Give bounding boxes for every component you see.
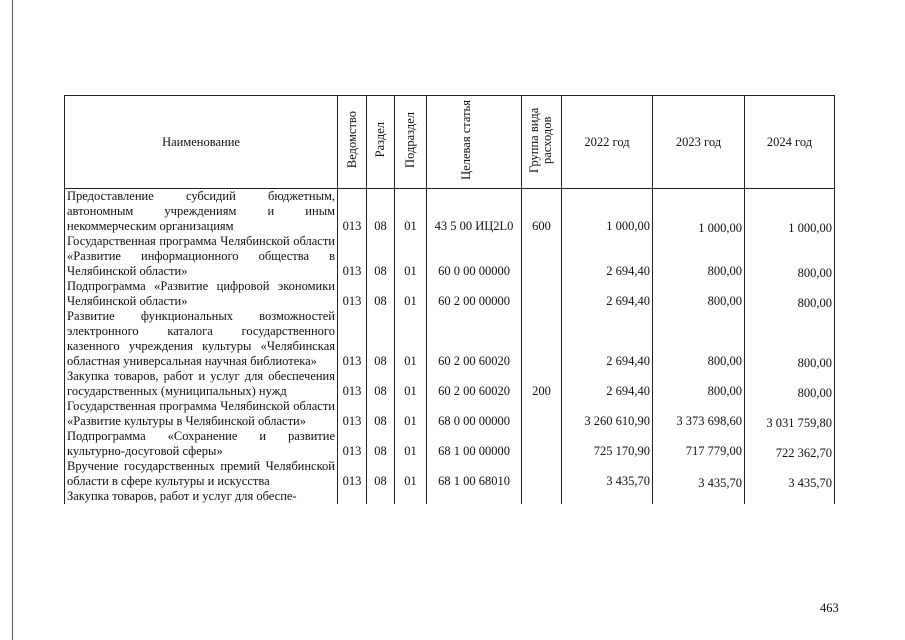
row-value-2023: 3 435,70 — [653, 459, 745, 489]
header-year-2022: 2022 год — [562, 96, 653, 189]
table-row — [65, 369, 835, 399]
row-razdel: 08 — [367, 309, 395, 369]
row-value-2022: 2 694,40 — [562, 309, 653, 369]
row-value-2022: 725 170,90 — [562, 429, 653, 459]
row-value-2023: 3 373 698,60 — [653, 399, 745, 429]
row-name: Предоставление субсидий бюджетным, автономным учреждениям и иным некоммерческим организациям — [65, 189, 338, 235]
row-podrazdel — [395, 489, 427, 504]
row-value-2022: 1 000,00 — [562, 189, 653, 235]
row-value-2023 — [653, 489, 745, 504]
row-name: Государственная программа Челябинской области «Развитие культуры в Челябинской области» — [65, 399, 338, 429]
row-value-2024: 800,00 — [745, 234, 835, 279]
row-value-2024: 3 031 759,80 — [745, 399, 835, 429]
row-podrazdel: 01 — [395, 459, 427, 489]
row-value-2024: 1 000,00 — [745, 189, 835, 235]
row-name: Государственная программа Челябинской области «Развитие информационного общества в Челябинской области» — [65, 234, 338, 279]
table-row — [65, 189, 835, 235]
row-vedomstvo: 013 — [338, 369, 367, 399]
header-name: Наименование — [65, 96, 338, 189]
row-razdel: 08 — [367, 189, 395, 235]
row-podrazdel: 01 — [395, 189, 427, 235]
row-razdel: 08 — [367, 459, 395, 489]
row-value-2024: 800,00 — [745, 279, 835, 309]
header-vedomstvo: Ведомство — [338, 96, 367, 189]
row-value-2024: 3 435,70 — [745, 459, 835, 489]
row-razdel: 08 — [367, 234, 395, 279]
row-name: Вручение государственных премий Челябинской области в сфере культуры и искусства — [65, 459, 338, 489]
row-vedomstvo: 013 — [338, 429, 367, 459]
row-podrazdel: 01 — [395, 309, 427, 369]
row-razdel — [367, 489, 395, 504]
row-gruppa-vida: 600 — [522, 189, 562, 235]
row-name: Закупка товаров, работ и услуг для обеспе- — [65, 489, 338, 504]
header-tselevaya-statya: Целевая статья — [427, 96, 522, 189]
row-razdel: 08 — [367, 369, 395, 399]
row-value-2024: 800,00 — [745, 369, 835, 399]
table-row — [65, 429, 835, 459]
row-razdel: 08 — [367, 399, 395, 429]
row-gruppa-vida — [522, 459, 562, 489]
row-tselevaya-statya: 60 0 00 00000 — [427, 234, 522, 279]
row-value-2023: 717 779,00 — [653, 429, 745, 459]
row-name: Подпрограмма «Сохранение и развитие культурно-досуговой сферы» — [65, 429, 338, 459]
header-year-2024: 2024 год — [745, 96, 835, 189]
budget-expenditure-table — [64, 95, 835, 504]
row-gruppa-vida — [522, 279, 562, 309]
row-vedomstvo: 013 — [338, 309, 367, 369]
row-tselevaya-statya: 68 1 00 00000 — [427, 429, 522, 459]
table-row — [65, 399, 835, 429]
row-value-2022: 3 435,70 — [562, 459, 653, 489]
row-gruppa-vida — [522, 309, 562, 369]
row-value-2023: 1 000,00 — [653, 189, 745, 235]
row-tselevaya-statya: 68 1 00 68010 — [427, 459, 522, 489]
row-podrazdel: 01 — [395, 279, 427, 309]
row-value-2023: 800,00 — [653, 279, 745, 309]
row-name: Подпрограмма «Развитие цифровой экономики Челябинской области» — [65, 279, 338, 309]
row-podrazdel: 01 — [395, 369, 427, 399]
row-podrazdel: 01 — [395, 399, 427, 429]
row-value-2023: 800,00 — [653, 309, 745, 369]
row-gruppa-vida — [522, 429, 562, 459]
header-razdel: Раздел — [367, 96, 395, 189]
page-number: 463 — [820, 601, 839, 615]
table-header-row — [65, 96, 835, 189]
row-gruppa-vida: 200 — [522, 369, 562, 399]
table-row — [65, 279, 835, 309]
row-value-2022: 2 694,40 — [562, 279, 653, 309]
row-vedomstvo: 013 — [338, 234, 367, 279]
row-value-2023: 800,00 — [653, 234, 745, 279]
header-year-2023: 2023 год — [653, 96, 745, 189]
table-row — [65, 309, 835, 369]
row-vedomstvo: 013 — [338, 189, 367, 235]
row-podrazdel: 01 — [395, 234, 427, 279]
row-gruppa-vida — [522, 234, 562, 279]
header-podrazdel: Подраздел — [395, 96, 427, 189]
row-podrazdel: 01 — [395, 429, 427, 459]
row-razdel: 08 — [367, 279, 395, 309]
table-row — [65, 459, 835, 489]
row-gruppa-vida — [522, 489, 562, 504]
row-tselevaya-statya: 60 2 00 00000 — [427, 279, 522, 309]
binding-margin-line — [12, 0, 13, 640]
row-vedomstvo: 013 — [338, 459, 367, 489]
row-name: Закупка товаров, работ и услуг для обеспечения государственных (муниципальных) нужд — [65, 369, 338, 399]
row-razdel: 08 — [367, 429, 395, 459]
row-name: Развитие функциональных возможностей электронного каталога государственного казенного учреждения культуры «Челябинская областная универсальная научная библиотека» — [65, 309, 338, 369]
row-tselevaya-statya: 68 0 00 00000 — [427, 399, 522, 429]
row-tselevaya-statya: 60 2 00 60020 — [427, 309, 522, 369]
row-vedomstvo — [338, 489, 367, 504]
row-vedomstvo: 013 — [338, 399, 367, 429]
row-value-2022: 2 694,40 — [562, 369, 653, 399]
table-row — [65, 489, 835, 504]
row-vedomstvo: 013 — [338, 279, 367, 309]
row-gruppa-vida — [522, 399, 562, 429]
row-value-2024: 800,00 — [745, 309, 835, 369]
row-tselevaya-statya: 60 2 00 60020 — [427, 369, 522, 399]
table-row — [65, 234, 835, 279]
header-gruppa-vida-raskhodov: Группа вида расходов — [522, 96, 562, 189]
row-value-2023: 800,00 — [653, 369, 745, 399]
row-value-2022: 2 694,40 — [562, 234, 653, 279]
row-value-2024 — [745, 489, 835, 504]
row-value-2024: 722 362,70 — [745, 429, 835, 459]
row-tselevaya-statya — [427, 489, 522, 504]
row-tselevaya-statya: 43 5 00 ИЦ2L0 — [427, 189, 522, 235]
row-value-2022 — [562, 489, 653, 504]
row-value-2022: 3 260 610,90 — [562, 399, 653, 429]
